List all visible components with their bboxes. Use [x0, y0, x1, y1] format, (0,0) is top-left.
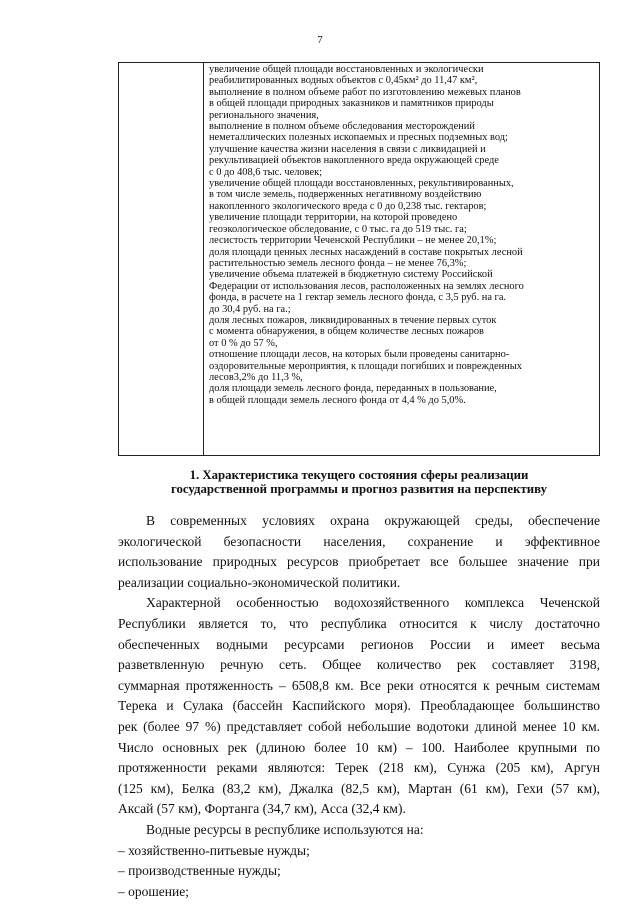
indicator-line: лесистость территории Чеченской Республики – не менее 20,1%;: [209, 235, 497, 247]
page-number: 7: [317, 34, 323, 46]
indicator-line: оздоровительные мероприятия, к площади погибших и поврежденных: [209, 360, 522, 372]
section-heading: [118, 468, 600, 496]
section-heading-line: государственной программы и прогноз развития на перспективу: [171, 482, 547, 496]
indicator-line: в общей площади земель лесного фонда от 4,4 % до 5,0%.: [209, 394, 466, 406]
body-text: [118, 511, 600, 902]
indicator-line: доля площади земель лесного фонда, переданных в пользование,: [209, 383, 497, 395]
body-line: разветвленную речную сеть. Общее количество рек составляет 3198,: [118, 657, 600, 673]
indicators-cell: [209, 64, 595, 406]
body-line: Водные ресурсы в республике используются на:: [146, 821, 424, 837]
indicator-line: выполнение в полном объеме работ по изготовлению межевых планов: [209, 86, 521, 98]
indicator-line: с момента обнаружения, в общем количестве лесных пожаров: [209, 326, 484, 338]
indicator-line: Федерации от использования лесов, расположенных на землях лесного: [209, 280, 524, 292]
indicator-line: неметаллических полезных ископаемых и пресных подземных вод;: [209, 132, 508, 144]
body-line: реализации социально-экономической политики.: [118, 574, 401, 590]
body-line: – орошение;: [118, 883, 189, 899]
body-line: В современных условиях охрана окружающей среды, обеспечение: [146, 513, 600, 528]
body-line: Характерной особенностью водохозяйственного комплекса Чеченской: [146, 595, 600, 611]
body-line: протяженности реками являются: Терек (218 км), Сунжа (205 км), Аргун: [118, 760, 600, 776]
indicator-line: в общей площади природных заказников и памятников природы: [209, 98, 494, 110]
body-line: Терека и Сулака (бассейн Каспийского моря). Преобладающее большинство: [118, 698, 600, 714]
indicator-line: доля площади ценных лесных насаждений в составе покрытых лесной: [209, 246, 523, 258]
indicator-line: от 0 % до 57 %,: [209, 337, 278, 349]
body-line: суммарная протяженность – 6508,8 км. Все реки относятся к речным системам: [118, 677, 600, 693]
body-line: – производственные нужды;: [118, 863, 281, 879]
section-heading-line: 1. Характеристика текущего состояния сферы реализации: [189, 468, 529, 482]
body-line: рек (более 97 %) представляет собой небольшие водотоки длиной менее 10 км.: [118, 718, 600, 734]
body-line: (125 км), Белка (83,2 км), Джалка (82,5 км), Мартан (61 км), Гехи (57 км),: [118, 780, 600, 796]
indicator-line: отношение площади лесов, на которых были проведены санитарно-: [209, 349, 510, 361]
indicators-table: [118, 62, 600, 456]
indicator-line: увеличение общей площади восстановленных и экологически: [209, 64, 484, 75]
indicator-line: выполнение в полном объеме обследования месторождений: [209, 121, 475, 133]
body-line: – хозяйственно-питьевые нужды;: [118, 842, 310, 858]
body-line: экологической безопасности населения, сохранение и эффективное: [118, 533, 600, 549]
body-line: Республики является то, что республика относится к числу достаточно: [118, 615, 600, 631]
indicator-line: увеличение общей площади восстановленных, рекультивированных,: [209, 178, 514, 190]
body-line: Число основных рек (длиною более 10 км) – 100. Наиболее крупными по: [118, 739, 600, 755]
indicator-line: в том числе земель, подверженных негативному воздействию: [209, 189, 482, 201]
indicator-line: увеличение объема платежей в бюджетную систему Российской: [209, 269, 493, 281]
indicator-line: фонда, в расчете на 1 гектар земель лесного фонда, с 3,5 руб. на га.: [209, 292, 507, 304]
indicator-line: увеличение площади территории, на которой проведено: [209, 212, 458, 224]
table-column-divider: [203, 63, 204, 455]
body-line: использование природных ресурсов приобретает все большее значение при: [118, 554, 600, 570]
indicator-line: доля лесных пожаров, ликвидированных в течение первых суток: [209, 314, 497, 326]
indicator-line: улучшение качества жизни населения в связи с ликвидацией и: [209, 143, 486, 155]
indicator-line: растительностью земель лесного фонда – не менее 76,3%;: [209, 257, 467, 269]
indicator-line: рекультивацией объектов накопленного вреда окружающей среде: [209, 155, 499, 167]
indicator-line: с 0 до 408,6 тыс. человек;: [209, 166, 322, 178]
indicator-line: реабилитированных водных объектов с 0,45км² до 11,47 км²,: [209, 75, 478, 87]
body-line: Аксай (57 км), Фортанга (34,7 км), Асса (32,4 км).: [118, 801, 406, 817]
indicator-line: лесов3,2% до 11,3 %,: [209, 371, 303, 383]
indicator-line: геоэкологическое обследование, с 0 тыс. га до 519 тыс. га;: [209, 223, 467, 235]
indicator-line: регионального значения,: [209, 109, 319, 121]
body-line: обеспеченных водными ресурсами регионов России и имеет весьма: [118, 636, 600, 652]
indicator-line: накопленного экологического вреда с 0 до 0,238 тыс. гектаров;: [209, 200, 487, 212]
indicator-line: до 30,4 руб. на га.;: [209, 303, 291, 315]
